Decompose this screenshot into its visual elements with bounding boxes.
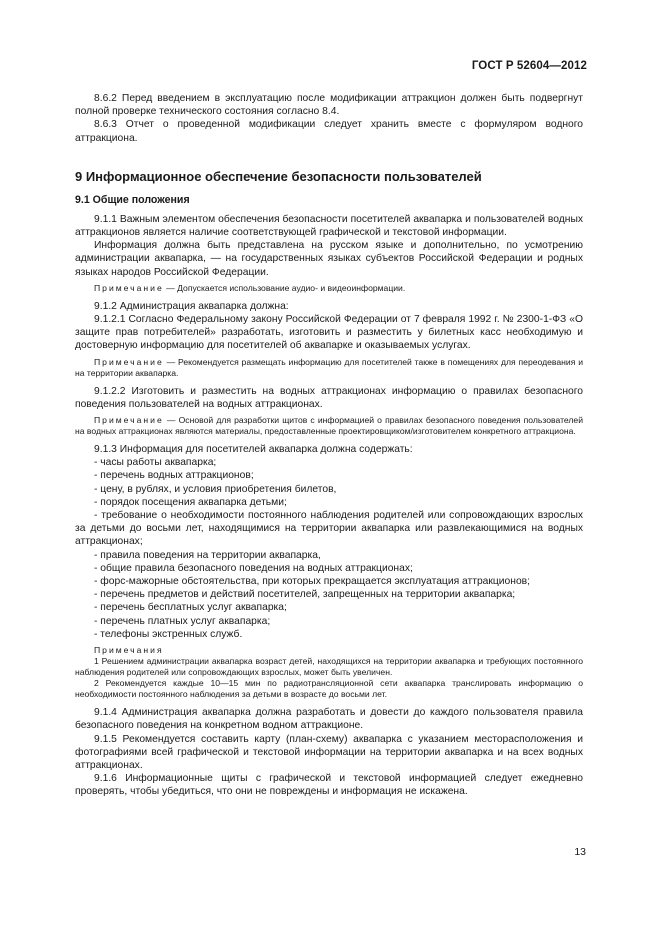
section-title: 9 Информационное обеспечение безопасности пользователей: [75, 168, 482, 184]
note-label: Примечание: [94, 356, 164, 367]
note-text: Основой для разработки щитов с информацией о правилах безопасного поведения пользователей на водных аттракционах являются материалы, предоставленные проектировщиком/изготовителем конкретного аттракциона.: [75, 415, 584, 437]
list-item: - перечень платных услуг аквапарка;: [94, 615, 271, 627]
note-audio-video: [75, 283, 583, 294]
page-number: 13: [574, 846, 586, 858]
paragraph-9-1-5: 9.1.5 Рекомендуется составить карту (план-схему) аквапарка с указанием месторасположения и фотографиями всей графической и текстовой информации на территории аквапарка и на всех водных аттракционах.: [75, 733, 583, 771]
list-item: - правила поведения на территории аквапарка,: [94, 549, 321, 561]
paragraph-9-1-3: 9.1.3 Информация для посетителей аквапарка должна содержать:: [94, 444, 413, 456]
list-item: - перечень предметов и действий посетителей, запрещенных на территории аквапарка;: [94, 589, 516, 601]
paragraph-8-6-3: 8.6.3 Отчет о проведенной модификации следует хранить вместе с формуляром водного аттракциона.: [75, 119, 583, 144]
note-label: Примечание: [94, 415, 164, 426]
note-label: Примечание: [94, 282, 164, 293]
paragraph-9-1-6: 9.1.6 Информационные щиты с графической и текстовой информацией следует ежедневно проверять, чтобы убедиться, что они не повреждены и информация не искажена.: [75, 773, 583, 798]
paragraph-9-1-2-2: 9.1.2.2 Изготовить и разместить на водных аттракционах информацию о правилах безопасного поведения пользователей на водных аттракционах.: [75, 385, 583, 410]
paragraph-9-1-1-language: Информация должна быть представлена на русском языке и дополнительно, по усмотрению администрации аквапарка, — на государственных языках субъектов Российской Федерации и родных языках народов Российской Федерации.: [75, 240, 583, 278]
paragraph-8-6-2: 8.6.2 Перед введением в эксплуатацию после модификации аттракцион должен быть подвергнут полной проверке технического состояния согласно 8.4.: [75, 93, 583, 118]
note-dash: —: [163, 415, 179, 426]
list-item: - перечень водных аттракционов;: [94, 470, 254, 482]
list-item: - часы работы аквапарка;: [94, 457, 217, 469]
list-item: - цену, в рублях, и условия приобретения билетов,: [94, 483, 337, 495]
note-dash: —: [163, 356, 179, 367]
document-code: ГОСТ Р 52604—2012: [471, 60, 587, 72]
paragraph-9-1-1: 9.1.1 Важным элементом обеспечения безопасности посетителей аквапарка и пользователей водных аттракционов является наличие соответствующей графической и текстовой информации.: [75, 213, 583, 239]
subsection-title: 9.1 Общие положения: [75, 193, 190, 206]
note-dash: —: [163, 282, 178, 293]
list-item: - форс-мажорные обстоятельства, при которых прекращается эксплуатация аттракционов;: [94, 576, 531, 588]
paragraph-9-1-2-1: 9.1.2.1 Согласно Федеральному закону Российской Федерации от 7 февраля 1992 г. № 2300-1-ФЗ «О защите прав потребителей» разработать, изготовить и разместить у билетных касс необходимую и достоверную информацию для посетителей об аквапарке и оказываемых услугах.: [75, 314, 583, 352]
note-dressing-rooms: [75, 357, 583, 379]
page-content: [75, 92, 583, 799]
note-item-2: 2 Рекомендуется каждые 10—15 мин по радиотрансляционной сети аквапарка транслировать информацию о необходимости постоянного наблюдения за детьми в возрасте до восьми лет.: [75, 678, 583, 700]
note-text: Рекомендуется размещать информацию для посетителей также в помещениях для переодевания и на территории аквапарка.: [75, 356, 583, 378]
note-info-boards: [75, 415, 583, 437]
notes-label: Примечания: [94, 645, 164, 656]
paragraph-9-1-2: 9.1.2 Администрация аквапарка должна:: [94, 300, 289, 312]
list-item: - перечень бесплатных услуг аквапарка;: [94, 602, 287, 614]
list-item: - требование о необходимости постоянного наблюдения родителей или сопровождающих взрослых за детьми до восьми лет, находящимися на территории аквапарка или развлекающимися на водных аттракционах;: [75, 510, 583, 548]
note-item-1: 1 Решением администрации аквапарка возраст детей, находящихся на территории аквапарка и требующих постоянного наблюдения родителей или сопровождающих взрослых, может быть увеличен.: [75, 656, 583, 678]
paragraph-9-1-4: 9.1.4 Администрация аквапарка должна разработать и довести до каждого пользователя правила безопасного поведения на конкретном водном аттракционе.: [75, 707, 583, 732]
list-item: - общие правила безопасного поведения на водных аттракционах;: [94, 562, 413, 574]
list-item: - телефоны экстренных служб.: [94, 628, 243, 640]
note-text: Допускается использование аудио- и видеоинформации.: [177, 282, 406, 293]
list-item: - порядок посещения аквапарка детьми;: [94, 496, 287, 508]
